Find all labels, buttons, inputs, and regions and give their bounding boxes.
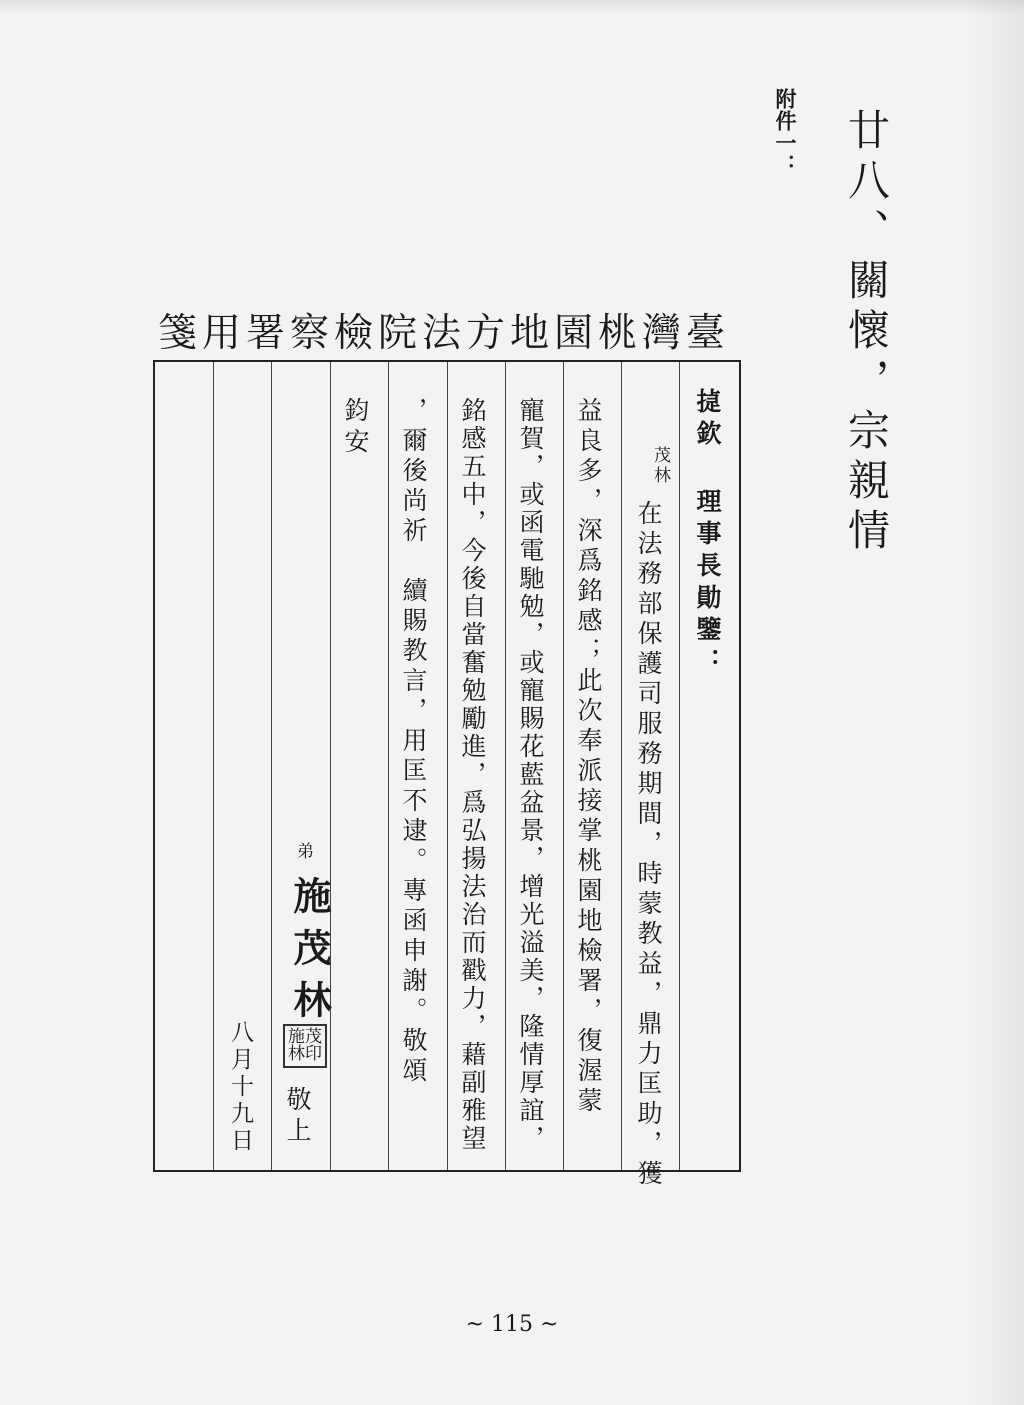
column-rule — [679, 362, 680, 1170]
page-number: ~ 115 ~ — [465, 1312, 559, 1337]
letterhead-title: 臺灣桃園地方法院檢察署用箋 — [157, 311, 730, 356]
column-rule — [621, 362, 622, 1170]
signature-name: 施茂林 — [287, 876, 332, 1032]
column-rule — [213, 362, 214, 1170]
attachment-label: 附件一： — [773, 88, 797, 176]
letter-line-1: 在法務部保護司服務期間，時蒙教益，鼎力匡助，獲 — [634, 500, 663, 1190]
signature-suffix: 敬上 — [283, 1086, 312, 1148]
signature-prefix: 弟 — [293, 842, 313, 862]
column-rule — [388, 362, 389, 1170]
letter-line-2: 益良多，深爲銘感；此次奉派接掌桃園地檢署，復渥蒙 — [574, 397, 603, 1117]
scan-top-edge — [0, 0, 1024, 14]
column-rule — [505, 362, 506, 1170]
seal-text: 施茂林印 — [288, 1027, 322, 1064]
letter-line-5: ，爾後尚祈 續賜教言，用匡不逮。專函申謝。敬頌 — [399, 397, 428, 1087]
letter-sender-prefix: 茂林 — [650, 446, 670, 486]
column-rule — [271, 362, 272, 1170]
column-rule — [563, 362, 564, 1170]
column-rule — [447, 362, 448, 1170]
letter-line-4: 銘感五中，今後自當奮勉勵進，爲弘揚法治而戳力，藉副雅望 — [458, 397, 487, 1153]
letter-salutation: 㨗欽 理事長勛鑒： — [693, 388, 722, 680]
seal-stamp — [283, 1024, 327, 1068]
scan-edge-shadow — [964, 0, 1024, 1405]
letter-line-3: 寵賀，或函電馳勉，或寵賜花藍盆景，增光溢美，隆情厚誼， — [516, 397, 545, 1153]
letter-date: 八月十九日 — [227, 1020, 253, 1155]
letter-closing: 鈞安 — [341, 397, 370, 459]
column-rule — [330, 362, 331, 1170]
section-title: 廿八、關懷，宗親情 — [842, 108, 891, 558]
